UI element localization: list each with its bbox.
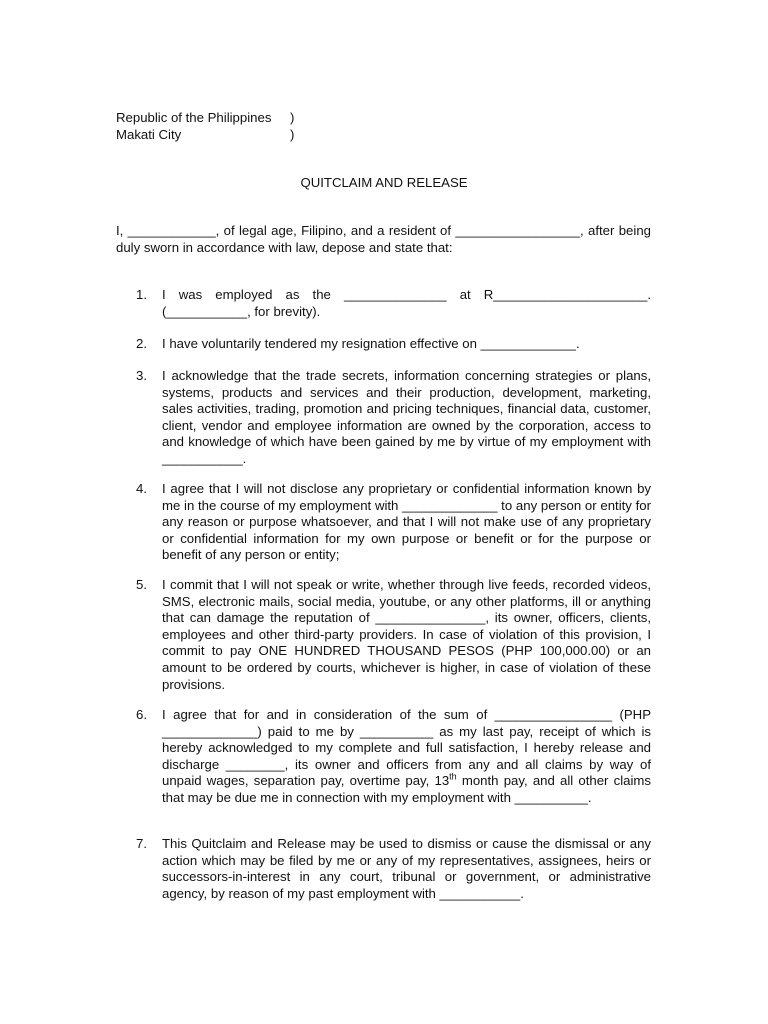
venue-city: Makati City xyxy=(116,127,182,142)
item-text: I have voluntarily tendered my resignation effective on _____________. xyxy=(162,336,580,351)
item-number: 7. xyxy=(136,836,147,851)
item-text-part: I agree that for and in consideration of the sum of ________________ (PHP _____________) paid to me by __________ as my last pay, receipt of which is hereby acknowledged to my complete and full satisfaction, I hereby release and discharge ________, its owner and officers from any and all claims by way of unpaid wages, separation pay, overtime pay, 13 xyxy=(162,707,651,789)
item-text: I agree that I will not disclose any proprietary or confidential information known by me in the course of my employment with _____________ to any person or entity for any reason or purpose whatsoever, and that I will not make use of any proprietary or confidential information for my own purpose or benefit or for the purpose or benefit of any person or entity; xyxy=(162,481,651,563)
item-text: This Quitclaim and Release may be used to dismiss or cause the dismissal or any action which may be filed by me or any of my representatives, assignees, heirs or successors-in-interest in any court, tribunal or government, or administrative agency, by reason of my past employment with ___________. xyxy=(162,836,651,901)
item-number: 2. xyxy=(136,336,147,351)
item-number: 6. xyxy=(136,707,147,722)
item-text: I was employed as the ______________ at R_____________________. (___________, for brevity). xyxy=(162,287,651,319)
item-number: 3. xyxy=(136,368,147,383)
venue-paren: ) xyxy=(290,110,295,125)
item-text: I acknowledge that the trade secrets, information concerning strategies or plans, systems, products and services and their production, development, marketing, sales activities, trading, promotion and pricing techniques, financial data, customer, client, vendor and employee information are owned by the corporation, access to and knowledge of which have been gained by me by virtue of my employment with ___________. xyxy=(162,368,651,466)
ordinal-suffix: th xyxy=(449,771,457,782)
venue-city-row xyxy=(116,127,316,144)
item-text: I commit that I will not speak or write, whether through live feeds, recorded videos, SMS, electronic mails, social media, youtube, or any other platforms, ill or anything that can damage the reputation of _______________, its owner, officers, clients, employees and other third-party providers. In case of violation of this provision, I commit to pay ONE HUNDRED THOUSAND PESOS (PHP 100,000.00) or an amount to be ordered by courts, whichever is higher, in case of violation of these provisions. xyxy=(162,577,651,692)
item-number: 1. xyxy=(136,287,147,302)
item-number: 5. xyxy=(136,577,147,592)
venue-country-row xyxy=(116,110,316,127)
document-title: QUITCLAIM AND RELEASE xyxy=(300,175,468,190)
venue-block xyxy=(116,110,316,144)
intro-paragraph: I, ____________, of legal age, Filipino, and a resident of _________________, after being duly sworn in accordance with law, depose and state that: xyxy=(116,223,651,255)
venue-country: Republic of the Philippines xyxy=(116,110,272,125)
venue-paren: ) xyxy=(290,127,295,142)
item-text-part: month pay, and all other claims that may be due me in connection with my employment with __________. xyxy=(162,773,651,805)
item-number: 4. xyxy=(136,481,147,496)
item-text xyxy=(162,707,651,807)
